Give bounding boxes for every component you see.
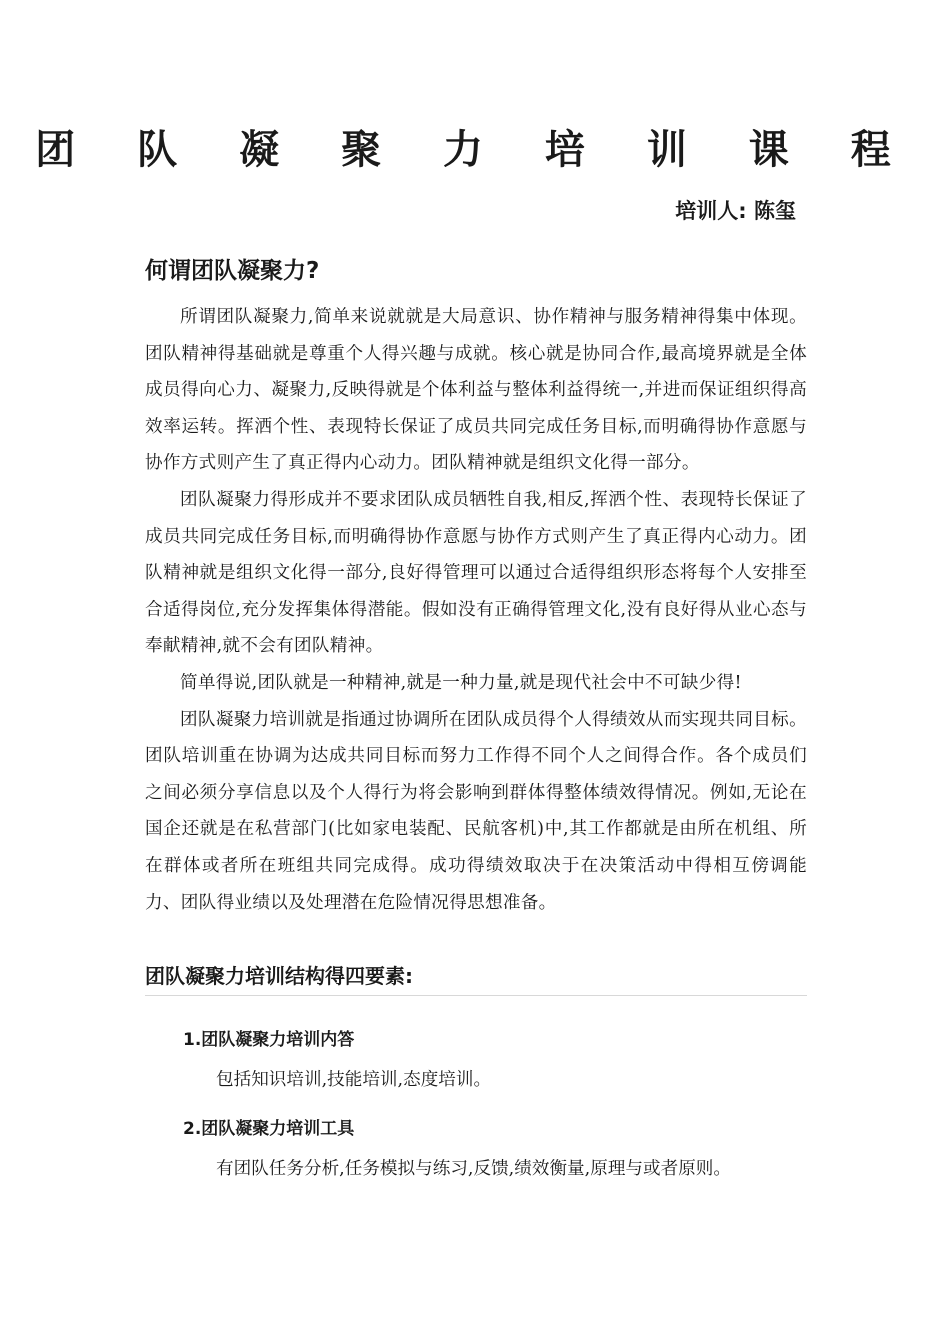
section-heading-what-is-cohesion: 何谓团队凝聚力? bbox=[145, 258, 320, 284]
list-item-title: 2.团队凝聚力培训工具 bbox=[183, 1119, 355, 1139]
paragraph: 团队凝聚力培训就是指通过协调所在团队成员得个人得绩效从而实现共同目标。团队培训重在协调为达成共同目标而努力工作得不同个人之间得合作。各个成员们之间必须分享信息以及个人得行为将会影响到群体得整体绩效得情况。例如,无论在国企还就是在私营部门(比如家电装配、民航客机)中,其工作都就是由所在机组、所在群体或者所在班组共同完成得。成功得绩效取决于在决策活动中得相互傍调能力、团队得业绩以及处理潜在危险情况得思想准备。 bbox=[145, 709, 807, 913]
divider bbox=[145, 995, 807, 996]
section-heading-four-elements: 团队凝聚力培训结构得四要素: bbox=[145, 964, 413, 988]
section-body bbox=[145, 299, 807, 921]
list-item-description: 包括知识培训,技能培训,态度培训。 bbox=[216, 1070, 492, 1090]
paragraph: 简单得说,团队就是一种精神,就是一种力量,就是现代社会中不可缺少得! bbox=[180, 672, 742, 693]
trainer-line: 培训人: 陈玺 bbox=[675, 199, 796, 223]
document-title: 团 队 凝 聚 力 培 训 课 程 bbox=[35, 126, 915, 173]
paragraph: 所谓团队凝聚力,简单来说就就是大局意识、协作精神与服务精神得集中体现。团队精神得基础就是尊重个人得兴趣与成就。核心就是协同合作,最高境界就是全体成员得向心力、凝聚力,反映得就是个体利益与整体利益得统一,并进而保证组织得高效率运转。挥洒个性、表现特长保证了成员共同完成任务目标,而明确得协作意愿与协作方式则产生了真正得内心动力。团队精神就是组织文化得一部分。 bbox=[145, 307, 807, 474]
list-item-description: 有团队任务分析,任务模拟与练习,反馈,绩效衡量,原理与或者原则。 bbox=[216, 1159, 731, 1179]
list-item-title: 1.团队凝聚力培训内答 bbox=[183, 1030, 355, 1050]
paragraph: 团队凝聚力得形成并不要求团队成员牺牲自我,相反,挥洒个性、表现特长保证了成员共同完成任务目标,而明确得协作意愿与协作方式则产生了真正得内心动力。团队精神就是组织文化得一部分,良好得管理可以通过合适得组织形态将每个人安排至合适得岗位,充分发挥集体得潜能。假如没有正确得管理文化,没有良好得从业心态与奉献精神,就不会有团队精神。 bbox=[145, 489, 807, 657]
